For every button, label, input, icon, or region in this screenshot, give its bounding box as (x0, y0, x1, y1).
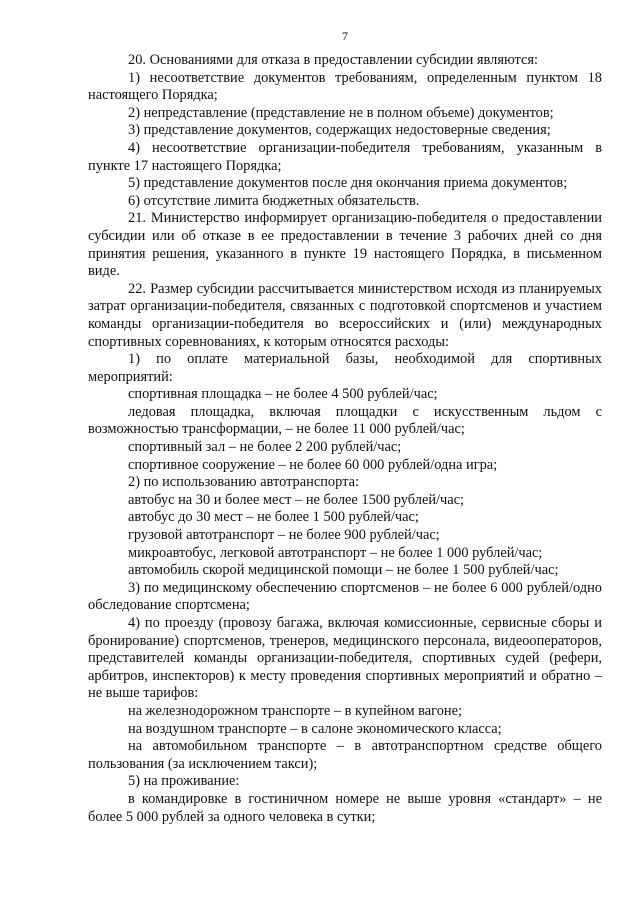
list-item: 5) представление документов после дня окончания приема документов; (128, 175, 568, 192)
document-page (88, 28, 602, 826)
list-item: на воздушном транспорте – в салоне экономического класса; (128, 720, 502, 737)
list-item: 1) по оплате материальной базы, необходимой для спортивных мероприятий: (88, 351, 602, 385)
paragraph-21: 21. Министерство информирует организацию-победителя о предоставлении субсидии или об отказе в ее предоставлении в течение 3 рабочих дней со дня принятия решения, указанного в пункте 19 настоящего Порядка, в письменном виде. (88, 210, 602, 280)
paragraph-22: 22. Размер субсидии рассчитывается министерством исходя из планируемых затрат организации-победителя, связанных с подготовкой спортсменов и участием команды организации-победителя во всероссийских и (или) международных спортивных соревнованиях, к которым относятся расходы: (88, 280, 602, 350)
list-item: 1) несоответствие документов требованиям, определенным пунктом 18 настоящего Порядка; (88, 69, 602, 104)
list-item: спортивный зал – не более 2 200 рублей/час; (128, 439, 402, 456)
list-item: 3) представление документов, содержащих недостоверные сведения; (128, 122, 551, 139)
list-item: спортивная площадка – не более 4 500 рублей/час; (128, 386, 438, 403)
list-item: 2) непредставление (представление не в полном объеме) документов; (128, 104, 554, 121)
list-item: микроавтобус, легковой автотранспорт – не более 1 000 рублей/час; (128, 544, 543, 561)
list-item: 6) отсутствие лимита бюджетных обязательств. (128, 192, 420, 209)
list-item: в командировке в гостиничном номере не выше уровня «стандарт» – не более 5 000 рублей за одного человека в сутки; (88, 790, 602, 825)
list-item: 4) несоответствие организации-победителя требованиям, указанным в пункте 17 настоящего Порядка; (88, 139, 602, 174)
list-item: на автомобильном транспорте – в автотранспортном средстве общего пользования (за исключением такси); (88, 738, 602, 772)
list-item: грузовой автотранспорт – не более 900 рублей/час; (128, 527, 440, 544)
list-item: 2) по использованию автотранспорта: (128, 474, 359, 491)
paragraph-20: 20. Основаниями для отказа в предоставлении субсидии являются: (128, 52, 538, 68)
list-item: на железнодорожном транспорте – в купейном вагоне; (128, 702, 462, 719)
list-item: автомобиль скорой медицинской помощи – не более 1 500 рублей/час; (128, 562, 559, 579)
page-number: 7 (342, 29, 348, 43)
list-item: ледовая площадка, включая площадки с искусственным льдом с возможностью трансформации, – не более 11 000 рублей/час; (88, 403, 602, 438)
list-item: спортивное сооружение – не более 60 000 рублей/одна игра; (128, 456, 498, 473)
list-item: автобус до 30 мест – не более 1 500 рублей/час; (128, 509, 419, 526)
list-item: автобус на 30 и более мест – не более 1500 рублей/час; (128, 491, 465, 508)
list-item: 4) по проезду (провозу багажа, включая комиссионные, сервисные сборы и бронирование) спортсменов, тренеров, медицинского персонала, видеооператоров, представителей команды организации-победителя, спортивных судей (рефери, арбитров, инспекторов) к месту проведения спортивных мероприятий и обратно – не выше тарифов: (88, 615, 602, 702)
list-item: 3) по медицинскому обеспечению спортсменов – не более 6 000 рублей/одно обследование спортсмена; (88, 579, 602, 614)
list-item: 5) на проживание: (128, 773, 240, 790)
